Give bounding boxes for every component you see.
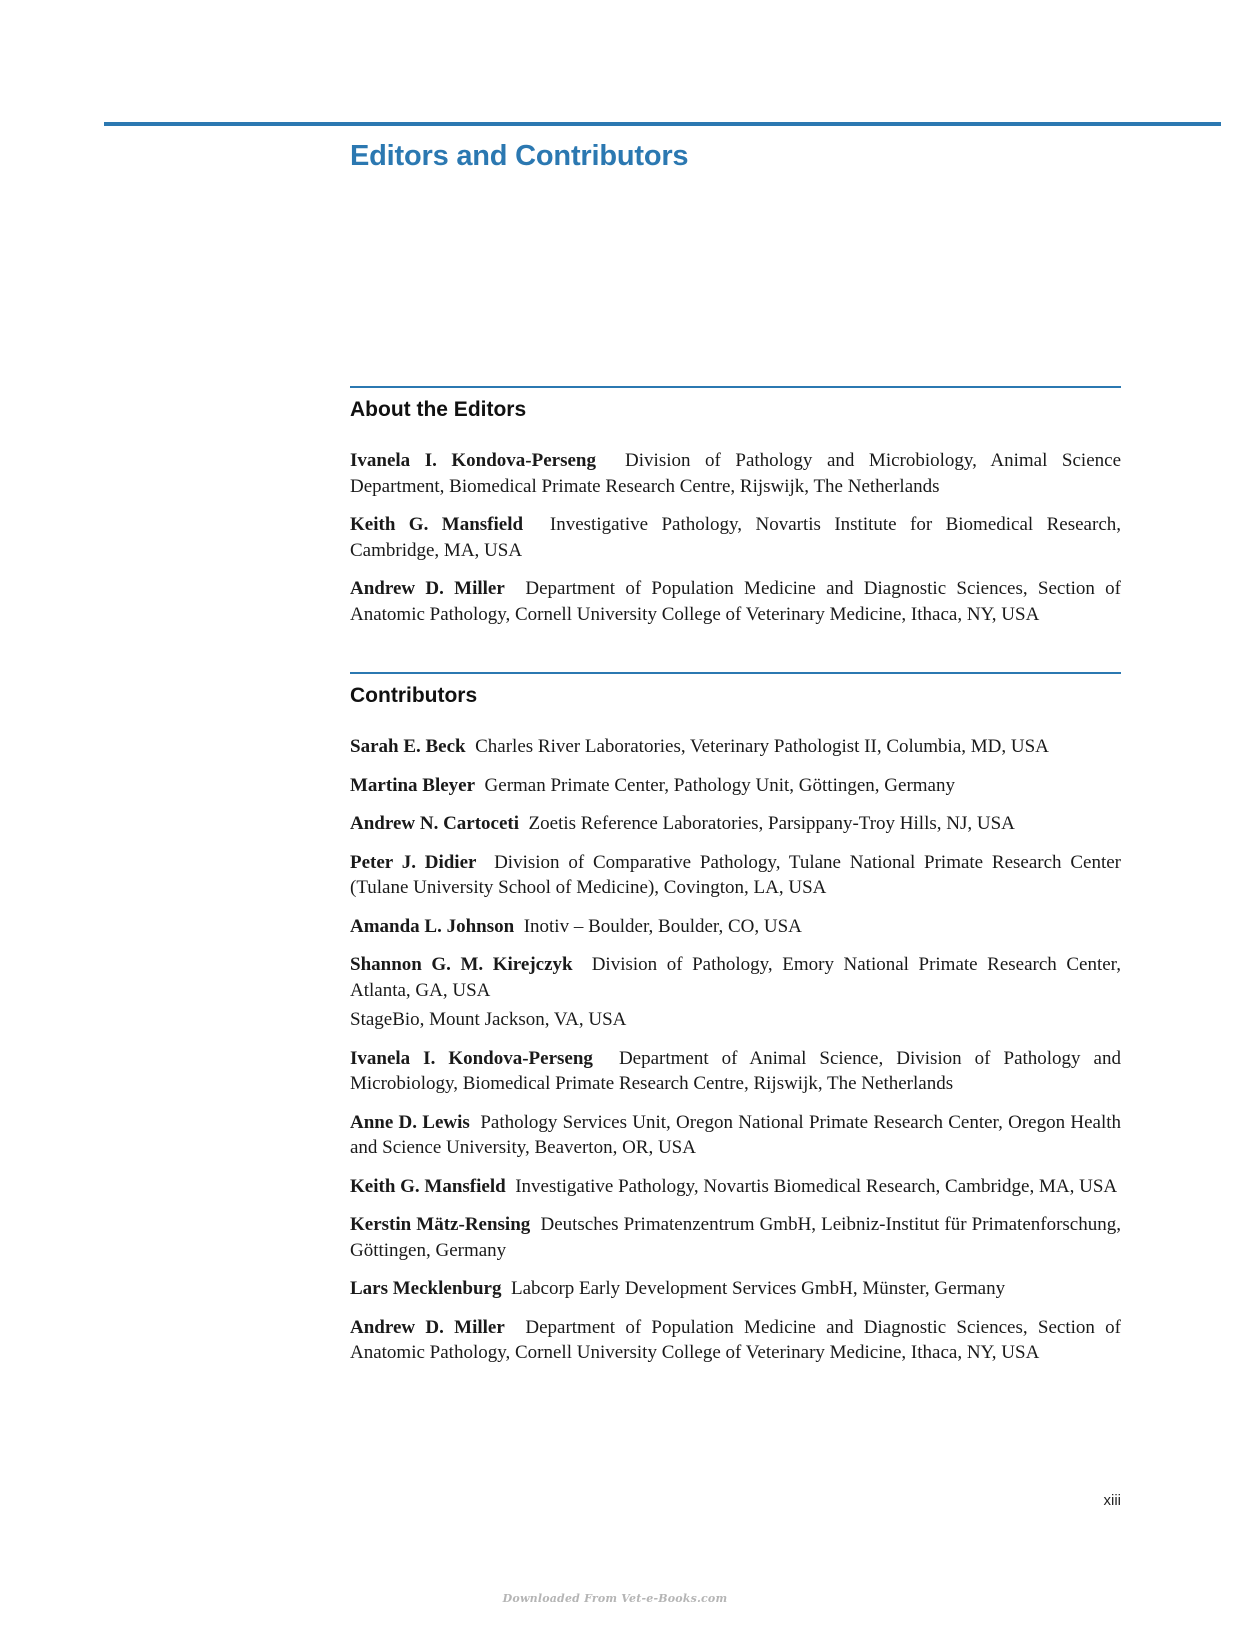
contributors-section (350, 672, 1121, 1366)
contributor-entry (350, 1174, 1121, 1200)
watermark: Downloaded From Vet-e-Books.com (502, 1592, 728, 1605)
section-heading-about-editors: About the Editors (350, 398, 527, 421)
contributor-affiliation: Division of Pathology, Emory National Primate Research Center, Atlanta, GA, USA (350, 954, 1121, 1001)
contributor-affiliation: Inotiv – Boulder, Boulder, CO, USA (523, 915, 802, 937)
contributor-entry (350, 1110, 1121, 1161)
chapter-title: Editors and Contributors (350, 140, 689, 172)
contributor-name: Anne D. Lewis (350, 1111, 470, 1133)
contributor-name: Keith G. Mansfield (350, 1175, 506, 1197)
editors-list (350, 448, 1121, 627)
editor-entry (350, 448, 1121, 499)
contributor-affiliation: Department of Animal Science, Division of Pathology and Microbiology, Biomedical Primate Research Centre, Rijswijk, The Netherlands (350, 1047, 1121, 1094)
contributor-entry (350, 952, 1121, 1003)
contributors-list (350, 734, 1121, 1366)
editor-affiliation: Division of Pathology and Microbiology, Animal Science Department, Biomedical Primate Research Centre, Rijswijk, The Netherlands (350, 450, 1122, 497)
contributor-entry (350, 1046, 1121, 1097)
contributor-name: Andrew N. Cartoceti (350, 813, 520, 834)
contributor-name: Sarah E. Beck (350, 736, 466, 757)
contributor-affiliation: Charles River Laboratories, Veterinary Pathologist II, Columbia, MD, USA (475, 736, 1049, 757)
contributor-name: Shannon G. M. Kirejczyk (350, 954, 573, 975)
contributor-entry (350, 1276, 1121, 1302)
editor-name: Keith G. Mansfield (350, 514, 524, 535)
editor-name: Andrew D. Miller (350, 578, 505, 599)
contributor-affiliation: German Primate Center, Pathology Unit, Göttingen, Germany (484, 774, 955, 796)
contributor-name: Andrew D. Miller (350, 1316, 505, 1338)
contributor-affiliation: Department of Population Medicine and Diagnostic Sciences, Section of Anatomic Pathology, Cornell University College of Veterinary Medicine, Ithaca, NY, USA (350, 1316, 1122, 1363)
editor-affiliation: Investigative Pathology, Novartis Institute for Biomedical Research, Cambridge, MA, USA (350, 514, 1121, 561)
editor-entry (350, 576, 1121, 627)
contributor-affiliation: Investigative Pathology, Novartis Biomedical Research, Cambridge, MA, USA (515, 1175, 1118, 1197)
contributor-affiliation: Zoetis Reference Laboratories, Parsippany-Troy Hills, NJ, USA (528, 813, 1015, 834)
contributor-name: Ivanela I. Kondova-Perseng (350, 1047, 593, 1069)
contributor-affiliation: Labcorp Early Development Services GmbH, Münster, Germany (510, 1278, 1006, 1299)
contributor-entry (350, 773, 1121, 799)
contributor-entry (350, 811, 1121, 837)
top-rule (104, 122, 1221, 126)
contributor-affiliation: Division of Comparative Pathology, Tulane National Primate Research Center (Tulane University School of Medicine), Covington, LA, USA (350, 851, 1121, 898)
contributor-name: Kerstin Mätz-Rensing (350, 1214, 531, 1235)
contributor-entry (350, 850, 1121, 901)
contributor-name: Lars Mecklenburg (350, 1278, 502, 1299)
contributor-name: Martina Bleyer (350, 774, 476, 796)
contributor-entry (350, 1315, 1121, 1366)
about-editors-section (350, 386, 1121, 627)
page-number: xiii (1103, 1492, 1121, 1509)
contributor-name: Peter J. Didier (350, 851, 477, 873)
contributor-entry (350, 1212, 1121, 1263)
contributor-entry (350, 914, 1121, 940)
contributor-name: Amanda L. Johnson (350, 915, 515, 937)
editor-affiliation: Department of Population Medicine and Diagnostic Sciences, Section of Anatomic Pathology, Cornell University College of Veterinary Medicine, Ithaca, NY, USA (350, 578, 1122, 625)
contributor-entry (350, 734, 1121, 760)
contributor-affiliation: Pathology Services Unit, Oregon National Primate Research Center, Oregon Health and Science University, Beaverton, OR, USA (350, 1111, 1122, 1158)
contributor-additional-affiliation: StageBio, Mount Jackson, VA, USA (350, 1009, 627, 1030)
editor-name: Ivanela I. Kondova-Perseng (350, 450, 596, 471)
contributor-affiliation: Deutsches Primatenzentrum GmbH, Leibniz-Institut für Primatenforschung, Göttingen, Germany (350, 1214, 1121, 1261)
editor-entry (350, 512, 1121, 563)
section-heading-contributors: Contributors (350, 684, 478, 707)
